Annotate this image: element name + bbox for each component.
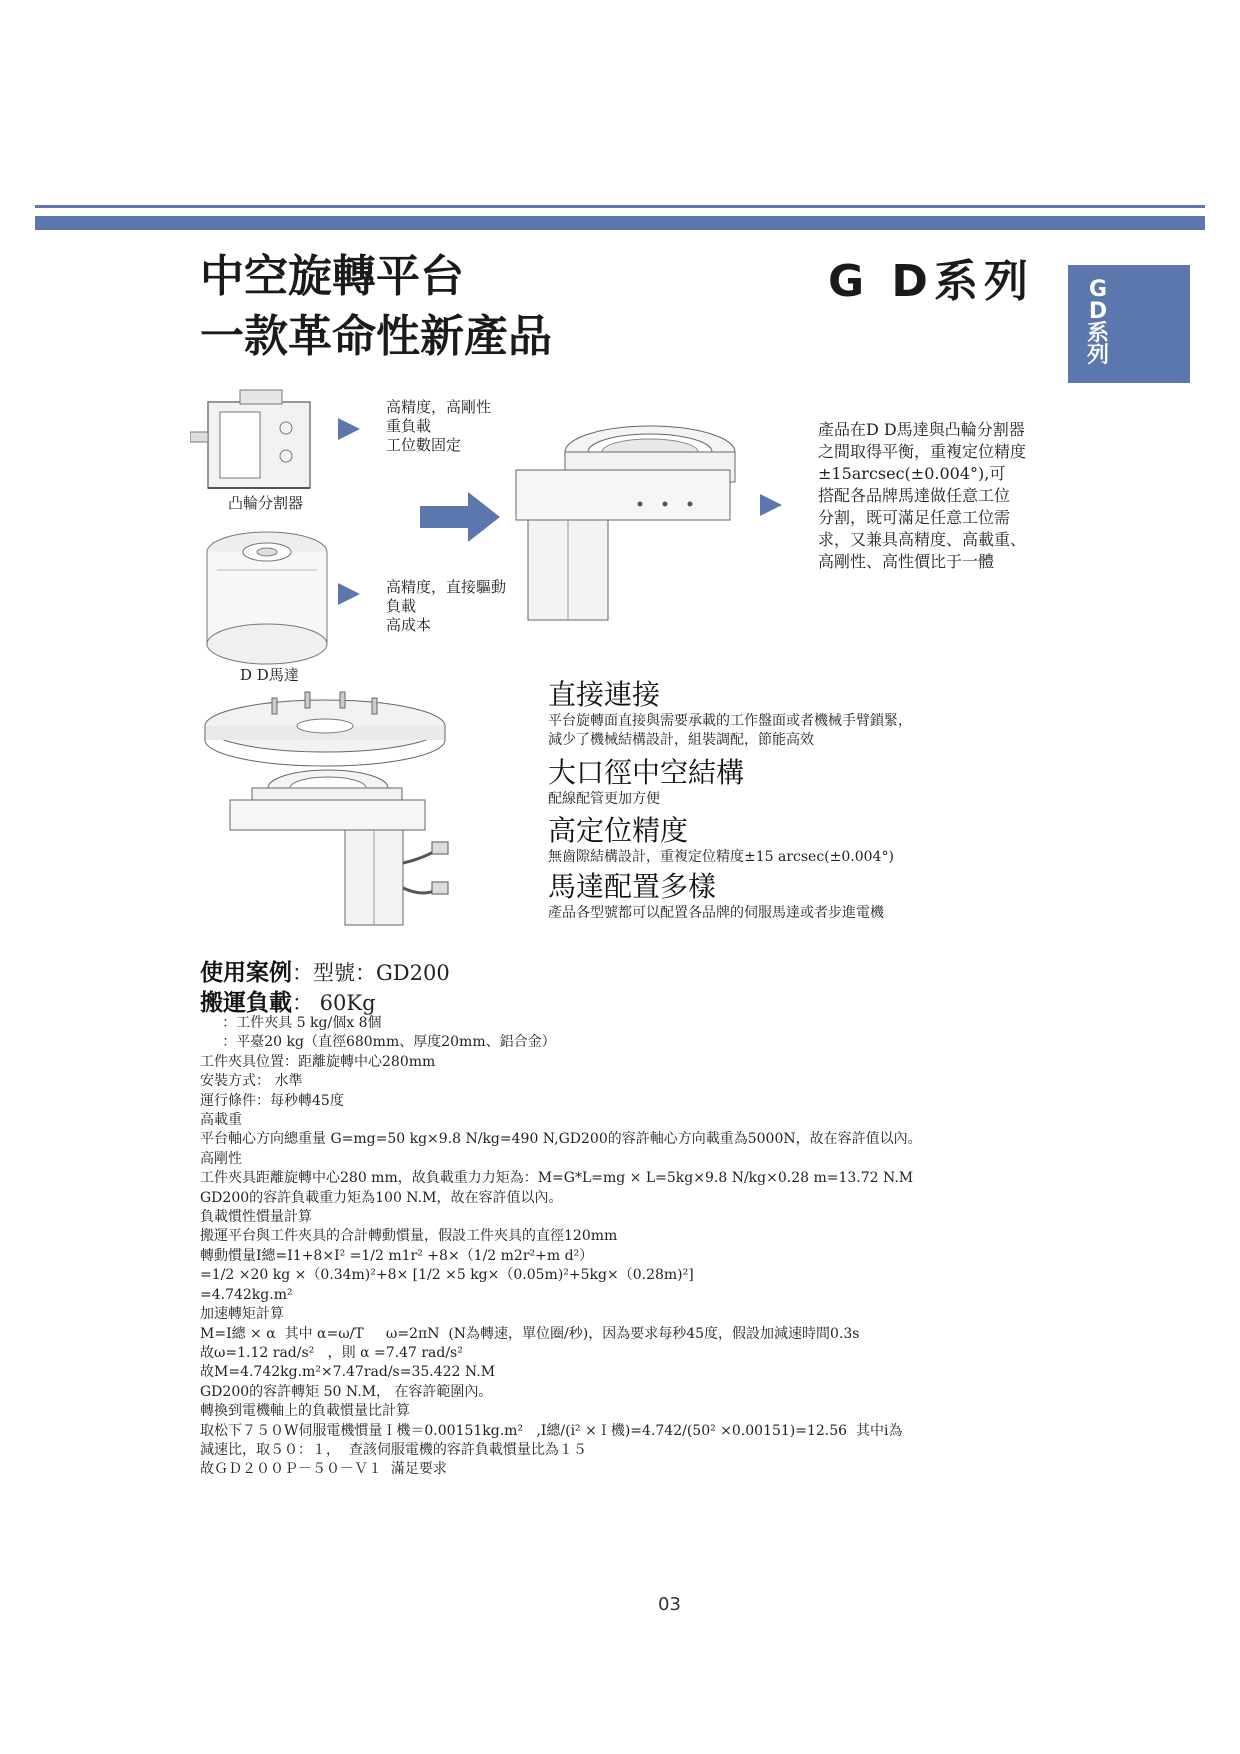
cam-indexer-feature: 高精度，高剛性 — [386, 398, 492, 416]
use-case-value: ：型號：GD200 — [292, 961, 450, 985]
calc-line: =4.742kg.m² — [200, 1286, 293, 1303]
side-tab-char: D — [1088, 299, 1108, 324]
right-arrow-icon — [420, 492, 500, 542]
feature-text: 配線配管更加方便 — [548, 791, 660, 807]
header-rule-thin — [35, 205, 1205, 208]
calc-line: 加速轉矩計算 — [200, 1306, 284, 1323]
use-case-label: 使用案例 — [200, 960, 292, 986]
play-arrow-icon — [760, 494, 782, 516]
calc-line: 負載慣性慣量計算 — [200, 1209, 312, 1226]
side-tab-char: 列 — [1086, 343, 1109, 368]
calc-line: 運行條件：每秒轉45度 — [200, 1092, 344, 1109]
calc-line: GD200的容許轉矩 50 N.M， 在容許範圍內。 — [200, 1383, 493, 1400]
use-case-load — [200, 984, 376, 1017]
page-title-line2: 一款革命性新產品 — [200, 311, 552, 362]
assembly-illustration — [200, 688, 450, 933]
load-label: 搬運負載 — [200, 990, 292, 1016]
dd-motor-illustration — [205, 530, 330, 670]
feature-heading: 直接連接 — [548, 678, 661, 711]
calc-line: =1/2 ×20 kg ×（0.34m)²+8× [1/2 ×5 kg×（0.05m)²+5kg×（0.28m)²] — [200, 1267, 694, 1284]
calculation-block — [200, 1014, 922, 1480]
page-number: 03 — [658, 1594, 681, 1615]
product-description-line: 搭配各品牌馬達做任意工位 — [818, 486, 1011, 505]
gd-table-illustration — [510, 420, 740, 630]
calc-line: 工件夾具距離旋轉中心280 mm，故負載重力力矩為：M=G*L=mg × L=5kg×9.8 N/kg×0.28 m=13.72 N.M — [200, 1170, 914, 1187]
product-description-line: 高剛性、高性價比于一體 — [818, 552, 995, 571]
calc-line: 安裝方式： 水準 — [200, 1073, 303, 1090]
play-arrow-icon — [338, 418, 360, 440]
cam-indexer-illustration — [190, 388, 330, 500]
calc-line: 故ＧＤ２００Ｐ－５０－Ｖ１ 滿足要求 — [200, 1461, 447, 1478]
calc-line: 工件夾具位置：距離旋轉中心280mm — [200, 1053, 436, 1070]
calc-line: 故ω=1.12 rad/s² ，則 α =7.47 rad/s² — [200, 1344, 463, 1361]
feature-text: 無齒隙結構設計，重複定位精度±15 arcsec(±0.004°) — [548, 849, 894, 865]
product-description-line: 產品在D D馬達與凸輪分割器 — [818, 420, 1025, 439]
header-rule-thick — [35, 216, 1205, 230]
calc-line: 高剛性 — [200, 1150, 242, 1167]
feature-text: 產品各型號都可以配置各品牌的伺服馬達或者步進電機 — [548, 905, 884, 921]
calc-line: ：平臺20 kg（直徑680mm、厚度20mm、鋁合金） — [200, 1034, 556, 1051]
feature-text: 減少了機械結構設計，組裝調配，節能高效 — [548, 732, 814, 748]
use-case-model — [200, 954, 450, 987]
dd-motor-feature: 高成本 — [386, 616, 432, 634]
page-title-line1: 中空旋轉平台 — [200, 251, 464, 302]
dd-motor-feature: 負載 — [386, 597, 417, 615]
series-title: G D系列 — [828, 256, 1034, 307]
calc-line: 平台軸心方向總重量 G=mg=50 kg×9.8 N/kg=490 N,GD200的容許軸心方向載重為5000N，故在容許值以內。 — [200, 1131, 922, 1148]
play-arrow-icon — [338, 583, 360, 605]
dd-motor-feature: 高精度，直接驅動 — [386, 578, 507, 596]
dd-motor-caption: D D馬達 — [240, 666, 299, 684]
cam-indexer-feature: 工位數固定 — [386, 436, 462, 454]
calc-line: ：工件夾具 5 kg/個x 8個 — [200, 1015, 382, 1031]
calc-line: 取松下７５０W伺服電機慣量Ｉ機＝0.00151kg.m² ,I總/(i² ×Ｉ機)=4.742/(50² ×0.00151)=12.56 其中i為 — [200, 1422, 903, 1439]
side-tab-char: 系 — [1086, 321, 1109, 346]
calc-line: 轉動慣量I總=I1+8×I² =1/2 m1r² +8×（1/2 m2r²+m d²） — [200, 1247, 594, 1264]
calc-line: 搬運平台與工件夾具的合計轉動慣量，假設工件夾具的直徑120mm — [200, 1228, 618, 1245]
product-description-line: 求，又兼具高精度、高載重、 — [818, 530, 1027, 549]
side-tab-char: G — [1088, 277, 1108, 302]
side-tab — [1068, 265, 1190, 383]
calc-line: GD200的容許負載重力矩為100 N.M，故在容許值以內。 — [200, 1189, 563, 1206]
calc-line: 減速比，取５０：１， 查該伺服電機的容許負載慣量比為１５ — [200, 1441, 587, 1458]
cam-indexer-caption: 凸輪分割器 — [228, 494, 304, 512]
product-description-line: 分割，既可滿足任意工位需 — [818, 508, 1011, 527]
product-description-line: ±15arcsec(±0.004°),可 — [818, 464, 1006, 483]
feature-heading: 高定位精度 — [548, 814, 689, 847]
product-description-line: 之間取得平衡，重複定位精度 — [818, 442, 1027, 461]
load-value: ： 60Kg — [292, 991, 376, 1015]
cam-indexer-feature: 重負載 — [386, 417, 432, 435]
calc-line: 高載重 — [200, 1112, 242, 1129]
calc-line: M=I總 × α 其中 α=ω/T ω=2πN (N為轉速，單位圈/秒)，因為要求每秒45度，假設加減速時間0.3s — [200, 1325, 860, 1342]
calc-line: 故M=4.742kg.m²×7.47rad/s=35.422 N.M — [200, 1364, 496, 1381]
calc-line: 轉換到電機軸上的負載慣量比計算 — [200, 1403, 410, 1420]
feature-text: 平台旋轉面直接與需要承載的工作盤面或者機械手臂鎖緊， — [548, 713, 912, 729]
feature-heading: 大口徑中空結構 — [548, 756, 745, 789]
feature-heading: 馬達配置多樣 — [548, 870, 717, 903]
